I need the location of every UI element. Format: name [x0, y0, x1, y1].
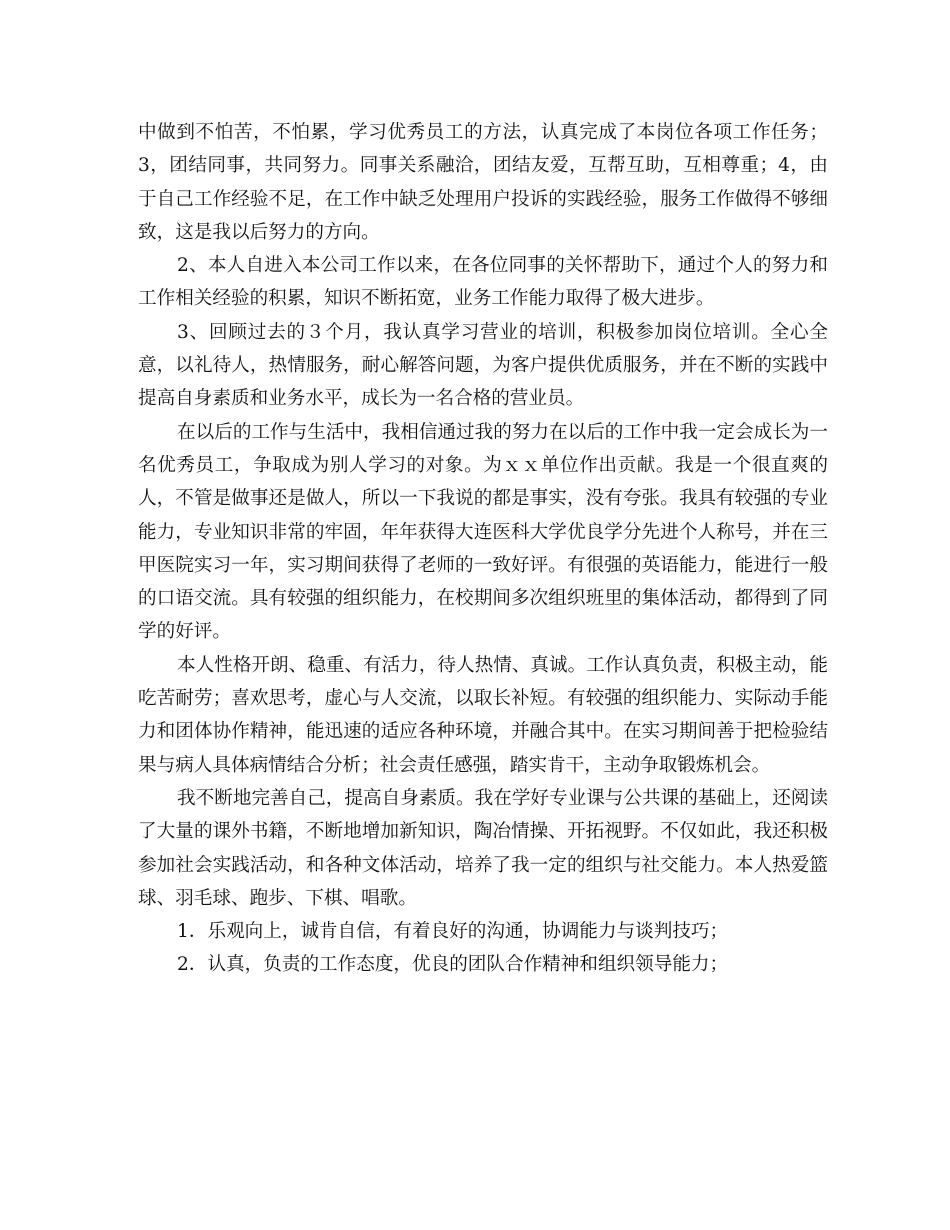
- list-item-2: 2．认真，负责的工作态度，优良的团队合作精神和组织领导能力；: [177, 954, 729, 976]
- paragraph-continuation: 中做到不怕苦，不怕累，学习优秀员工的方法，认真完成了本岗位各项工作任务；3，团结同事，共同努力。同事关系融洽，团结友爱，互帮互助，互相尊重；4，由于自己工作经验不足，在工作中缺乏处理用户投诉的实践经验，服务工作做得不够细致，这是我以后努力的方向。: [138, 122, 828, 243]
- list-item-1: 1．乐观向上，诚肯自信，有着良好的沟通，协调能力与谈判技巧；: [177, 921, 729, 943]
- document-page: [138, 116, 828, 982]
- paragraph-item-2: 2、本人自进入本公司工作以来，在各位同事的关怀帮助下，通过个人的努力和工作相关经验的积累，知识不断拓宽，业务工作能力取得了极大进步。: [138, 255, 828, 310]
- paragraph-personality: 本人性格开朗、稳重、有活力，待人热情、真诚。工作认真负责，积极主动，能吃苦耐劳；喜欢思考，虚心与人交流，以取长补短。有较强的组织能力、实际动手能力和团体协作精神，能迅速的适应各种环境，并融合其中。在实习期间善于把检验结果与病人具体病情结合分析；社会责任感强，踏实肯干，主动争取锻炼机会。: [138, 654, 828, 776]
- paragraph-future-work: 在以后的工作与生活中，我相信通过我的努力在以后的工作中我一定会成长为一名优秀员工，争取成为别人学习的对象。为ｘｘ单位作出贡献。我是一个很直爽的人，不管是做事还是做人，所以一下我说的都是事实，没有夸张。我具有较强的专业能力，专业知识非常的牢固，年年获得大连医科大学优良学分先进个人称号，并在三甲医院实习一年，实习期间获得了老师的一致好评。有很强的英语能力，能进行一般的口语交流。具有较强的组织能力，在校期间多次组织班里的集体活动，都得到了同学的好评。: [138, 421, 828, 643]
- paragraph-item-3: 3、回顾过去的３个月，我认真学习营业的培训，积极参加岗位培训。全心全意，以礼待人，热情服务，耐心解答问题，为客户提供优质服务，并在不断的实践中提高自身素质和业务水平，成长为一名合格的营业员。: [138, 321, 828, 410]
- paragraph-self-improvement: 我不断地完善自己，提高自身素质。我在学好专业课与公共课的基础上，还阅读了大量的课外书籍，不断地增加新知识，陶冶情操、开拓视野。不仅如此，我还积极参加社会实践活动，和各种文体活动，培养了我一定的组织与社交能力。本人热爱篮球、羽毛球、跑步、下棋、唱歌。: [138, 787, 828, 909]
